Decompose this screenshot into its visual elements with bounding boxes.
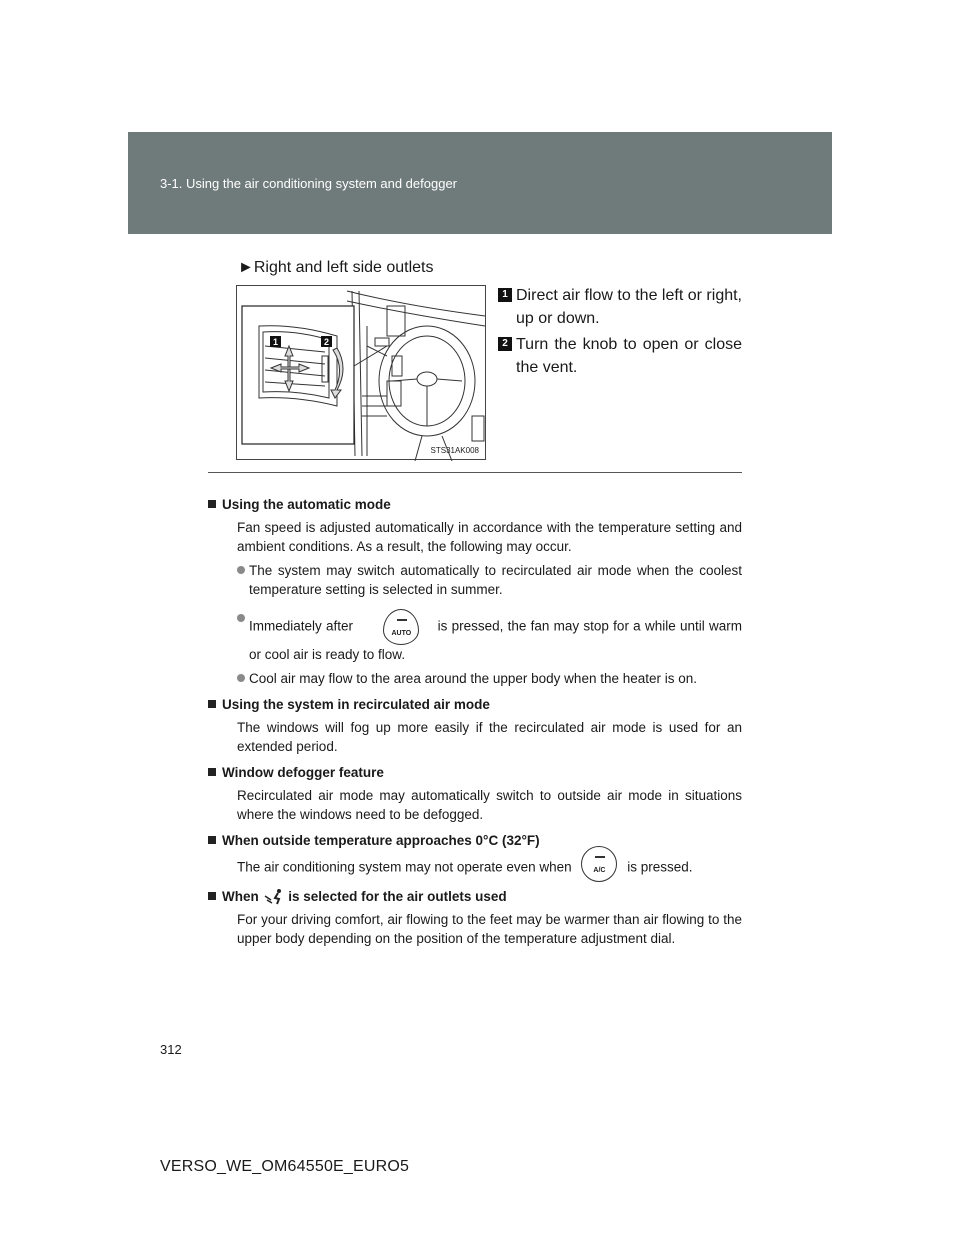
note-body: Fan speed is adjusted automatically in accordance with the temperature setting and ambient conditions. As a result, the following may occur. <box>237 520 742 554</box>
note-body: For your driving comfort, air flowing to the feet may be warmer than air flowing to the upper body depending on the position of the temperature adjustment dial. <box>237 912 742 947</box>
note-title: When outside temperature approaches 0°C (32°F) <box>208 831 742 850</box>
note-title-pre: When <box>222 889 259 904</box>
step-list <box>498 284 742 382</box>
note-title-post: is selected for the air outlets used <box>288 889 507 904</box>
auto-button-icon <box>383 609 419 645</box>
figure-callout-1: 1 <box>272 337 279 347</box>
ac-button-icon <box>581 846 617 882</box>
figure-id: STS31AK008 <box>430 446 479 455</box>
note-title <box>208 887 742 906</box>
note-body <box>208 854 742 882</box>
ac-button-label: A/C <box>593 867 606 874</box>
step-number: 1 <box>498 288 512 302</box>
step-text: Turn the knob to open or close the vent. <box>516 336 742 376</box>
note-bullet: Cool air may flow to the area around the upper body when the heater is on. <box>208 669 742 688</box>
note-bullet: The system may switch automatically to recirculated air mode when the coolest temperature setting is selected in summer. <box>208 561 742 599</box>
vent-illustration <box>236 285 486 460</box>
note-title: Using the system in recirculated air mode <box>208 695 742 714</box>
section-title: ►Right and left side outlets <box>238 259 434 276</box>
step-item <box>498 284 742 330</box>
note-title: Window defogger feature <box>208 763 742 782</box>
step-text: Direct air flow to the left or right, up or down. <box>516 287 742 327</box>
dashboard-drawing <box>237 286 487 461</box>
notes-section <box>208 490 742 948</box>
bullet-text-post: is pressed, the fan may stop for a while until warm or cool air is ready to flow. <box>249 618 742 662</box>
note-text-pre: The air conditioning system may not operate even when <box>237 859 572 875</box>
page-number: 312 <box>160 1042 182 1057</box>
chapter-header <box>128 132 832 234</box>
note-text-post: is pressed. <box>627 859 693 875</box>
bullet-text-pre: Immediately after <box>249 618 354 634</box>
divider <box>208 472 742 473</box>
feet-airflow-icon <box>263 888 285 906</box>
step-number: 2 <box>498 337 512 351</box>
figure-callout-2: 2 <box>323 337 330 347</box>
note-title: Using the automatic mode <box>208 495 742 514</box>
auto-button-label: AUTO <box>391 630 412 637</box>
note-body: Recirculated air mode may automatically switch to outside air mode in situations where the windows need to be defogged. <box>237 788 742 822</box>
note-bullet <box>208 609 742 664</box>
note-body: The windows will fog up more easily if the recirculated air mode is used for an extended period. <box>237 720 742 754</box>
chapter-title: 3-1. Using the air conditioning system and defogger <box>160 176 458 191</box>
step-item <box>498 333 742 379</box>
document-id: VERSO_WE_OM64550E_EURO5 <box>160 1158 410 1175</box>
